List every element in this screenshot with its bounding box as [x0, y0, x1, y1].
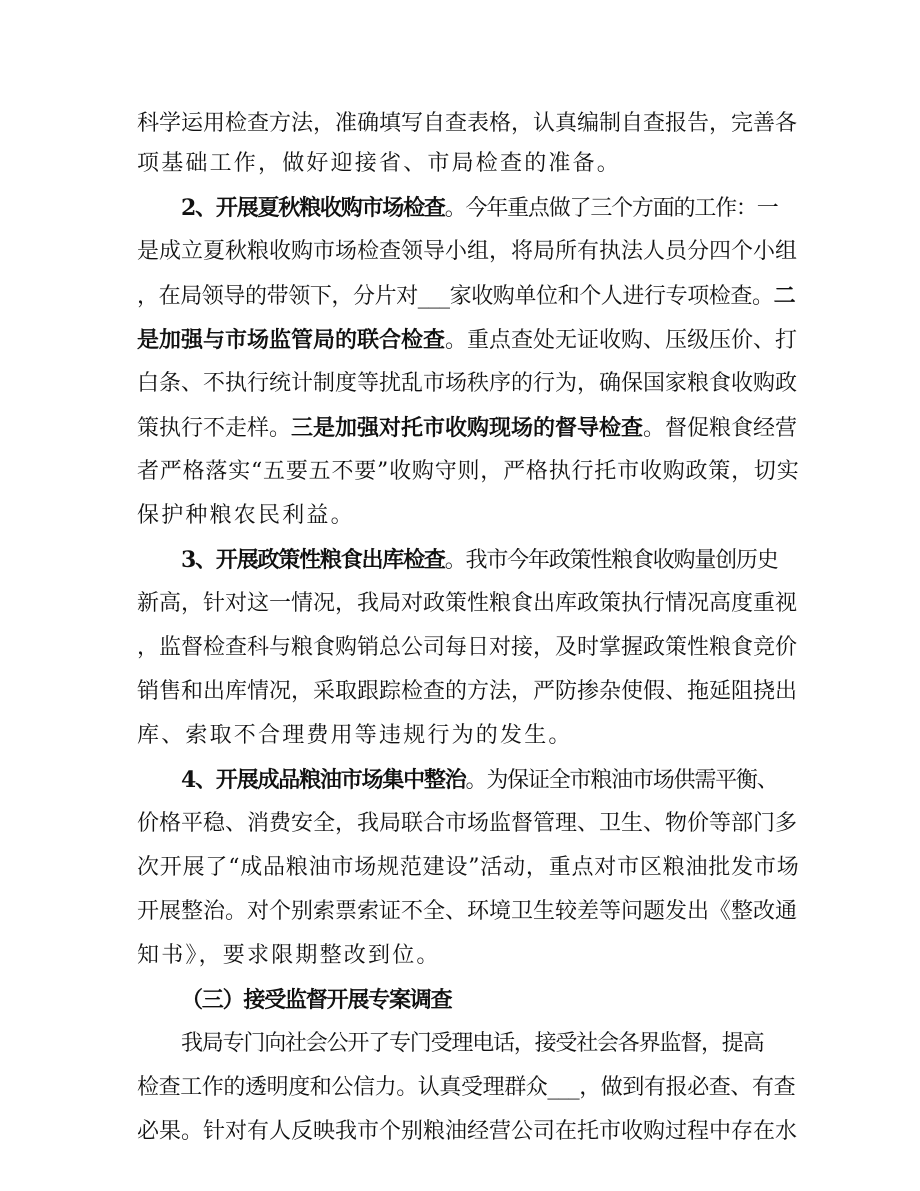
text-run: 科学运用检查方法，准确填写自查表格，认真编制自查报告，完善各	[137, 111, 798, 136]
text-run: 新高，针对这一情况，我局对政策性粮食出库政策执行情况高度重视	[137, 591, 798, 616]
text-run: ，在局领导的带领下，分片对___家收购单位和个人进行专项检查。	[137, 284, 774, 309]
item-heading-2: 2、开展夏秋粮收购市场检查	[181, 195, 445, 221]
text-line-19	[137, 892, 797, 932]
text-line-22	[181, 1024, 841, 1064]
text-run: 知书》，要求限期整改到位。	[137, 943, 441, 968]
bold-run: 二	[773, 283, 796, 309]
section-heading-text: （三）接受监督开展专案调查	[181, 987, 452, 1013]
text-run: 销售和出库情况，采取跟踪检查的方法，严防掺杂使假、拖延阻挠出	[137, 679, 798, 704]
text-run: 策执行不走样。	[137, 416, 292, 441]
text-line-14	[137, 672, 797, 712]
item-heading-3: 3、开展政策性粮食出库检查	[181, 547, 445, 573]
text-run: 。我市今年政策性粮食收购量创历史	[444, 548, 778, 573]
text-run: 必果。针对有人反映我市个别粮油经营公司在托市收购过程中存在水	[137, 1119, 798, 1144]
text-line-20	[137, 936, 797, 976]
text-run: 次开展了“成品粮油市场规范建设”活动，重点对市区粮油批发市场	[137, 855, 800, 880]
text-run: 。为保证全市粮油市场供需平衡、	[465, 768, 778, 793]
text-run: 。重点查处无证收购、压级压价、打	[445, 328, 798, 353]
text-line-9	[137, 452, 800, 492]
text-run: 库、索取不合理费用等违规行为的发生。	[137, 723, 573, 748]
text-line-8	[137, 408, 797, 448]
text-run: 项基础工作，做好迎接省、市局检查的准备。	[137, 151, 622, 176]
text-line-15	[137, 716, 797, 756]
text-line-23	[137, 1068, 797, 1108]
item-heading-4: 4、开展成品粮油市场集中整治	[181, 767, 466, 793]
bold-run: 是加强与市场监管局的联合检查	[137, 327, 446, 353]
text-line-24	[137, 1112, 797, 1152]
text-line-7	[137, 364, 797, 404]
text-line-13	[137, 628, 797, 668]
text-line-17	[137, 804, 797, 844]
text-line-4	[137, 232, 797, 272]
text-run: 。督促粮食经营	[643, 416, 798, 441]
text-run: 开展整治。对个别索票索证不全、环境卫生较差等问题发出《整改通	[137, 899, 798, 924]
text-run: 。今年重点做了三个方面的工作：一	[444, 196, 778, 221]
section-heading-3	[181, 980, 841, 1020]
text-run: 保护种粮农民利益。	[137, 503, 355, 528]
text-run: ，监督检查科与粮食购销总公司每日对接，及时掌握政策性粮食竞价	[137, 635, 798, 660]
text-line-10	[137, 496, 797, 536]
text-run: 价格平稳、消费安全，我局联合市场监督管理、卫生、物价等部门多	[137, 811, 798, 836]
text-run: 白条、不执行统计制度等扰乱市场秩序的行为，确保国家粮食收购政	[137, 371, 798, 396]
text-run: 我局专门向社会公开了专门受理电话，接受社会各界监督，提高	[181, 1031, 764, 1056]
bold-run: 三是加强对托市收购现场的督导检查	[291, 415, 644, 441]
text-line-5	[137, 276, 797, 316]
text-line-16	[181, 760, 841, 800]
text-line-2	[137, 144, 797, 184]
text-line-6	[137, 320, 797, 360]
text-run: 者严格落实“五要五不要”收购守则，严格执行托市收购政策，切实	[137, 459, 800, 484]
text-line-11	[181, 540, 841, 580]
text-line-1	[137, 104, 797, 144]
text-run: 检查工作的透明度和公信力。认真受理群众___，做到有报必查、有查	[137, 1075, 796, 1100]
text-line-12	[137, 584, 797, 624]
text-run: 是成立夏秋粮收购市场检查领导小组，将局所有执法人员分四个小组	[137, 239, 798, 264]
text-line-18	[137, 848, 800, 888]
text-line-3	[181, 188, 841, 228]
